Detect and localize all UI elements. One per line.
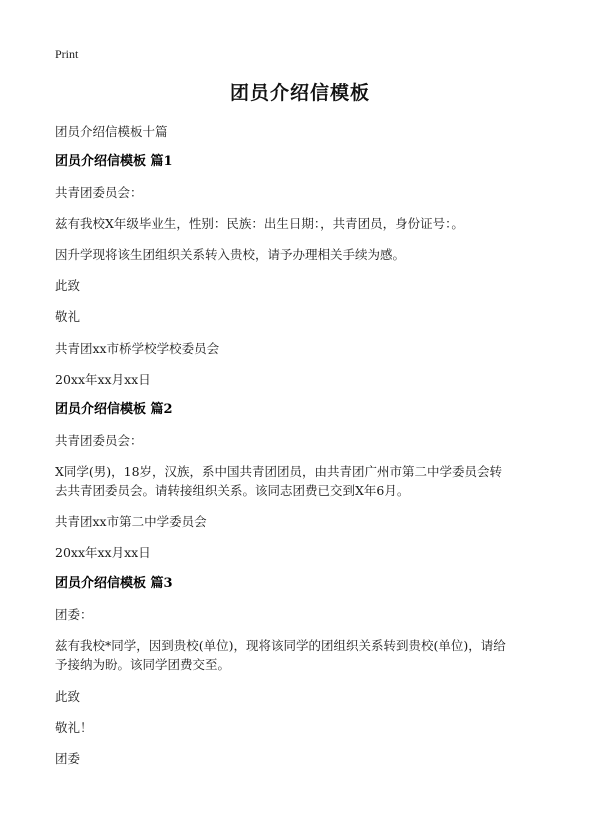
section-3-closing-2: 敬礼！ (55, 720, 93, 735)
section-3-salutation: 团委： (55, 607, 93, 622)
section-1-body-2: 因升学现将该生团组织关系转入贵校，请予办理相关手续为感。 (55, 247, 406, 262)
section-2-signature: 共青团xx市第二中学委员会 (55, 514, 207, 529)
section-3-body-line-1: 兹有我校*同学，因到贵校(单位)，现将该同学的团组织关系转到贵校(单位)，请给 (55, 638, 506, 653)
section-1-heading: 团员介绍信模板 篇1 (55, 154, 173, 169)
section-3-heading: 团员介绍信模板 篇3 (55, 576, 173, 591)
section-1-signature: 共青团xx市桥学校学校委员会 (55, 341, 220, 356)
document-title: 团员介绍信模板 (229, 82, 370, 104)
section-1-date: 20xx年xx月xx日 (55, 372, 151, 387)
section-2-salutation: 共青团委员会： (55, 433, 143, 448)
section-1-salutation: 共青团委员会： (55, 185, 143, 200)
section-2-date: 20xx年xx月xx日 (55, 545, 151, 560)
section-1-body-1: 兹有我校X年级毕业生，性别：民族：出生日期：，共青团员，身份证号：。 (55, 216, 464, 231)
section-2-body-line-2: 去共青团委员会。请转接组织关系。该同志团费已交到X年6月。 (55, 483, 410, 498)
section-1-closing-2: 敬礼 (55, 309, 81, 324)
document-subtitle: 团员介绍信模板十篇 (55, 124, 168, 139)
section-2-body-line-1: X同学(男)，18岁，汉族，系中国共青团团员，由共青团广州市第二中学委员会转 (55, 464, 503, 479)
section-3-closing-1: 此致 (55, 689, 81, 704)
print-label: Print (55, 47, 79, 61)
section-3-body-line-2: 予接纳为盼。该同学团费交至。 (55, 657, 231, 672)
section-3-signature: 团委 (55, 751, 81, 766)
section-1-closing-1: 此致 (55, 278, 81, 293)
section-2-heading: 团员介绍信模板 篇2 (55, 402, 173, 417)
